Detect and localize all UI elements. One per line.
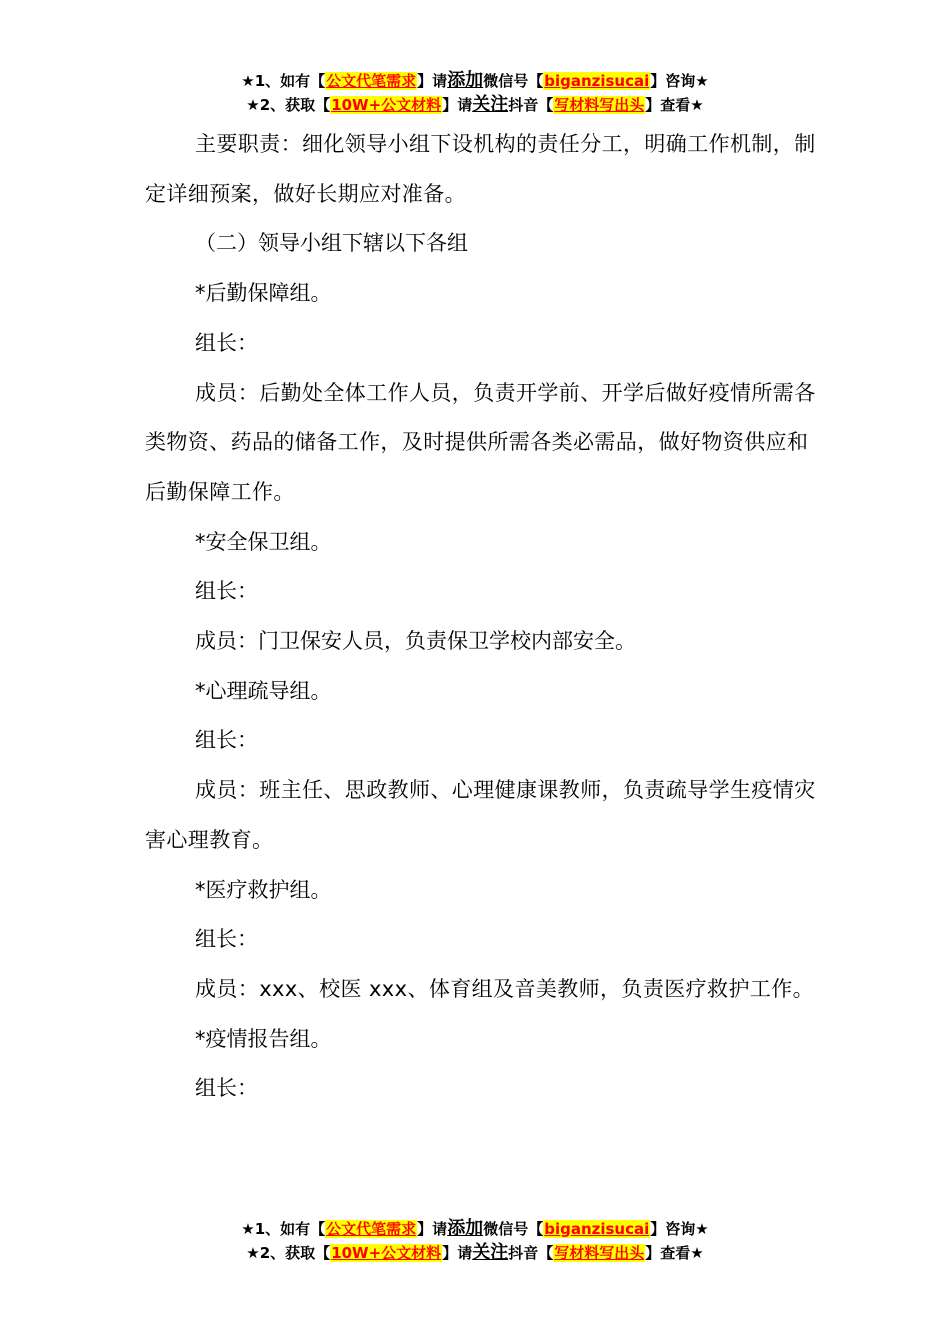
header-line-1-prefix: ★1、如有【 <box>241 72 326 90</box>
footer-emphasis-follow: 关注 <box>472 1242 509 1263</box>
header-line-2-suffix: 】查看★ <box>645 96 704 114</box>
header-highlight-materials: 10W+公文材料 <box>331 96 442 114</box>
section-heading-subgroups: （二）领导小组下辖以下各组 <box>195 231 468 256</box>
group-title-security: *安全保卫组。 <box>195 529 332 554</box>
footer-highlight-wechat-id: biganzisucai <box>544 1220 650 1238</box>
group-title-epidemic-report: *疫情报告组。 <box>195 1026 332 1051</box>
group-title-logistics: *后勤保障组。 <box>195 281 332 306</box>
footer-line-1-suffix: 】咨询★ <box>650 1220 709 1238</box>
footer-emphasis-add: 添加 <box>447 1218 484 1239</box>
header-line-2-mid2: 抖音【 <box>508 96 554 114</box>
group-members-security: 成员：门卫保安人员，负责保卫学校内部安全。 <box>195 629 636 654</box>
header-highlight-wechat-id: biganzisucai <box>544 72 650 90</box>
footer-highlight-douyin-account: 写材料写出头 <box>554 1244 645 1262</box>
footer-highlight-service: 公文代笔需求 <box>326 1220 417 1238</box>
group-leader-security: 组长： <box>195 579 258 604</box>
group-members-counseling: 成员：班主任、思政教师、心理健康课教师，负责疏导学生疫情灾害心理教育。 <box>145 778 816 852</box>
footer-line-1-prefix: ★1、如有【 <box>241 1220 326 1238</box>
group-leader-medical: 组长： <box>195 927 258 952</box>
group-leader-epidemic-report: 组长： <box>195 1076 258 1101</box>
header-line-2 <box>0 93 950 117</box>
group-members-logistics: 成员：后勤处全体工作人员，负责开学前、开学后做好疫情所需各类物资、药品的储备工作，及时提供所需各类必需品，做好物资供应和后勤保障工作。 <box>145 380 816 504</box>
header-banner <box>0 69 950 117</box>
group-title-counseling: *心理疏导组。 <box>195 678 332 703</box>
header-line-1-mid2: 微信号【 <box>483 72 544 90</box>
header-line-1-suffix: 】咨询★ <box>650 72 709 90</box>
footer-line-1 <box>0 1217 950 1241</box>
group-leader-logistics: 组长： <box>195 330 258 355</box>
header-line-2-mid1: 】请 <box>442 96 473 114</box>
footer-line-1-mid1: 】请 <box>417 1220 448 1238</box>
footer-line-2-mid2: 抖音【 <box>508 1244 554 1262</box>
header-highlight-douyin-account: 写材料写出头 <box>554 96 645 114</box>
header-highlight-service: 公文代笔需求 <box>326 72 417 90</box>
footer-line-2 <box>0 1241 950 1265</box>
footer-line-2-prefix: ★2、获取【 <box>246 1244 331 1262</box>
group-members-medical: 成员：xxx、校医 xxx、体育组及音美教师，负责医疗救护工作。 <box>195 976 815 1001</box>
footer-banner <box>0 1217 950 1265</box>
header-emphasis-follow: 关注 <box>472 94 509 115</box>
footer-line-2-suffix: 】查看★ <box>645 1244 704 1262</box>
paragraph-main-duties: 主要职责：细化领导小组下设机构的责任分工，明确工作机制，制定详细预案，做好长期应对准备。 <box>145 132 816 206</box>
group-title-medical: *医疗救护组。 <box>195 877 332 902</box>
footer-highlight-materials: 10W+公文材料 <box>331 1244 442 1262</box>
header-emphasis-add: 添加 <box>447 70 484 91</box>
group-leader-counseling: 组长： <box>195 728 258 753</box>
header-line-2-prefix: ★2、获取【 <box>246 96 331 114</box>
footer-line-1-mid2: 微信号【 <box>483 1220 544 1238</box>
document-body <box>145 120 825 1114</box>
footer-line-2-mid1: 】请 <box>442 1244 473 1262</box>
header-line-1 <box>0 69 950 93</box>
header-line-1-mid1: 】请 <box>417 72 448 90</box>
